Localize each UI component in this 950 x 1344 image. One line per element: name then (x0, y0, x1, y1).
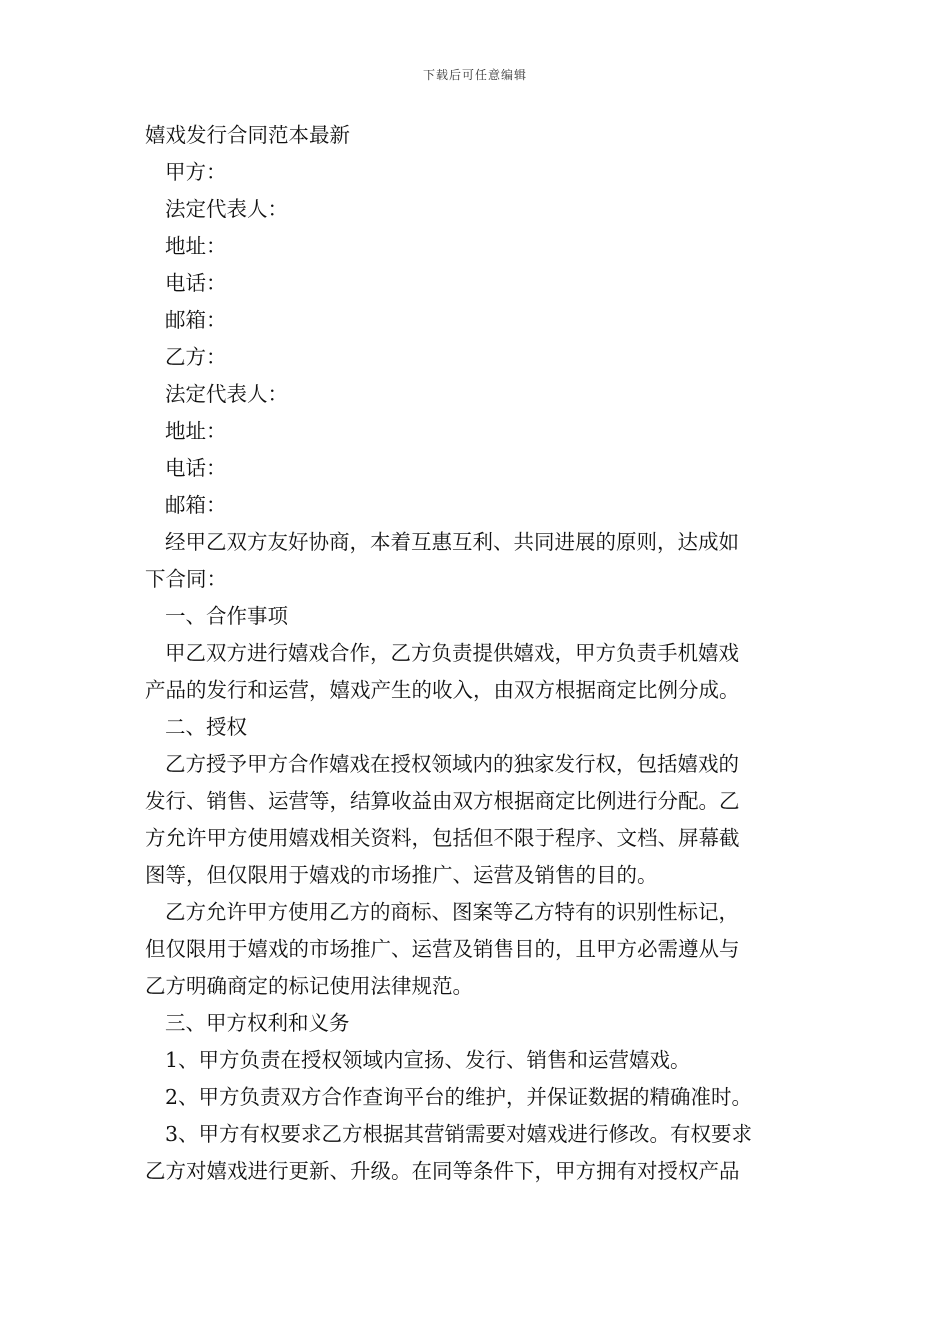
party-b-representative: 法定代表人： (165, 382, 288, 406)
document-title: 嬉戏发行合同范本最新 (145, 123, 350, 147)
party-b-email: 邮箱： (165, 493, 227, 517)
section-2-p1-line-4: 图等，但仅限用于嬉戏的市场推广、运营及销售的目的。 (145, 863, 658, 887)
section-3-item-2: 2、甲方负责双方合作查询平台的维护，并保证数据的精确准时。 (165, 1085, 753, 1109)
section-2-p1-line-2: 发行、销售、运营等，结算收益由双方根据商定比例进行分配。乙 (145, 789, 740, 813)
party-a-email: 邮箱： (165, 308, 227, 332)
section-2-p1-line-3: 方允许甲方使用嬉戏相关资料，包括但不限于程序、文档、屏幕截 (145, 826, 740, 850)
party-a-phone: 电话： (165, 271, 227, 295)
party-b-address: 地址： (165, 419, 227, 443)
section-2-p2-line-1: 乙方允许甲方使用乙方的商标、图案等乙方特有的识别性标记， (165, 900, 739, 924)
section-1-line-1: 甲乙双方进行嬉戏合作，乙方负责提供嬉戏，甲方负责手机嬉戏 (165, 641, 739, 665)
preamble-line-2: 下合同： (145, 567, 227, 591)
party-b-phone: 电话： (165, 456, 227, 480)
party-a-representative: 法定代表人： (165, 197, 288, 221)
section-2-p2-line-3: 乙方明确商定的标记使用法律规范。 (145, 974, 473, 998)
section-3-item-1: 1、甲方负责在授权领域内宣扬、发行、销售和运营嬉戏。 (165, 1048, 691, 1072)
section-3-item-3-line-1: 3、甲方有权要求乙方根据其营销需要对嬉戏进行修改。有权要求 (165, 1122, 753, 1146)
document-body (145, 117, 810, 1190)
party-a-label: 甲方： (165, 160, 227, 184)
section-1-line-2: 产品的发行和运营，嬉戏产生的收入，由双方根据商定比例分成。 (145, 678, 740, 702)
section-3-item-3-line-2: 乙方对嬉戏进行更新、升级。在同等条件下，甲方拥有对授权产品 (145, 1159, 740, 1183)
section-2-heading: 二、授权 (165, 715, 247, 739)
preamble-line-1: 经甲乙双方友好协商，本着互惠互利、共同进展的原则，达成如 (165, 530, 739, 554)
section-1-heading: 一、合作事项 (165, 604, 288, 628)
section-3-heading: 三、甲方权利和义务 (165, 1011, 350, 1035)
section-2-p1-line-1: 乙方授予甲方合作嬉戏在授权领域内的独家发行权，包括嬉戏的 (165, 752, 739, 776)
page-header-note: 下载后可任意编辑 (422, 68, 527, 82)
party-a-address: 地址： (165, 234, 227, 258)
section-2-p2-line-2: 但仅限用于嬉戏的市场推广、运营及销售目的，且甲方必需遵从与 (145, 937, 740, 961)
party-b-label: 乙方： (165, 345, 227, 369)
